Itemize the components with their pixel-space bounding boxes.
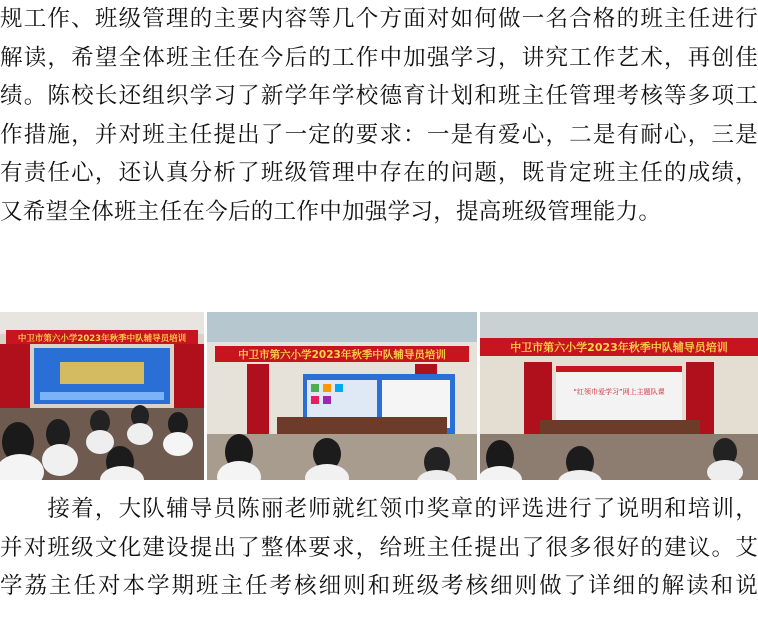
meeting-photo-2-image [207, 312, 477, 480]
paragraph-2-line: 学荔主任对本学期班主任考核细则和班级考核细则做了详细的解读和说 [0, 573, 758, 599]
photo-1-banner: 中卫市第六小学2023年秋季中队辅导员培训 [17, 334, 187, 344]
paragraph-2-line: 并对班级文化建设提出了整体要求，给班主任提出了很多很好的建议。艾 [0, 534, 758, 561]
meeting-photo-1 [0, 312, 204, 480]
meeting-photo-3 [480, 312, 758, 480]
paragraph-1-line: 作措施，并对班主任提出了一定的要求：一是有爱心，二是有耐心，三是 [0, 121, 758, 148]
paragraph-2-line: 接着，大队辅导员陈丽老师就红领巾奖章的评选进行了说明和培训， [0, 496, 758, 522]
photo-strip [0, 312, 758, 480]
photo-3-screen-text: “红领巾爱学习”网上主题队课 [573, 388, 665, 396]
meeting-photo-2 [207, 312, 477, 480]
paragraph-2 [0, 490, 758, 606]
paragraph-1-line: 解读，希望全体班主任在今后的工作中加强学习，讲究工作艺术，再创佳 [0, 44, 758, 71]
paragraph-1-line: 有责任心，还认真分析了班级管理中存在的问题，既肯定班主任的成绩， [0, 160, 758, 186]
paragraph-1-line: 又希望全体班主任在今后的工作中加强学习，提高班级管理能力。 [0, 198, 662, 225]
paragraph-1-line: 规工作、班级管理的主要内容等几个方面对如何做一名合格的班主任进行 [0, 6, 758, 32]
meeting-photo-1-image [0, 312, 204, 480]
meeting-photo-3-image [480, 312, 758, 480]
photo-3-banner: 中卫市第六小学2023年秋季中队辅导员培训 [510, 341, 728, 354]
paragraph-1-line: 绩。陈校长还组织学习了新学年学校德育计划和班主任管理考核等多项工 [0, 83, 758, 109]
paragraph-1 [0, 0, 758, 231]
photo-2-banner: 中卫市第六小学2023年秋季中队辅导员培训 [238, 349, 446, 361]
